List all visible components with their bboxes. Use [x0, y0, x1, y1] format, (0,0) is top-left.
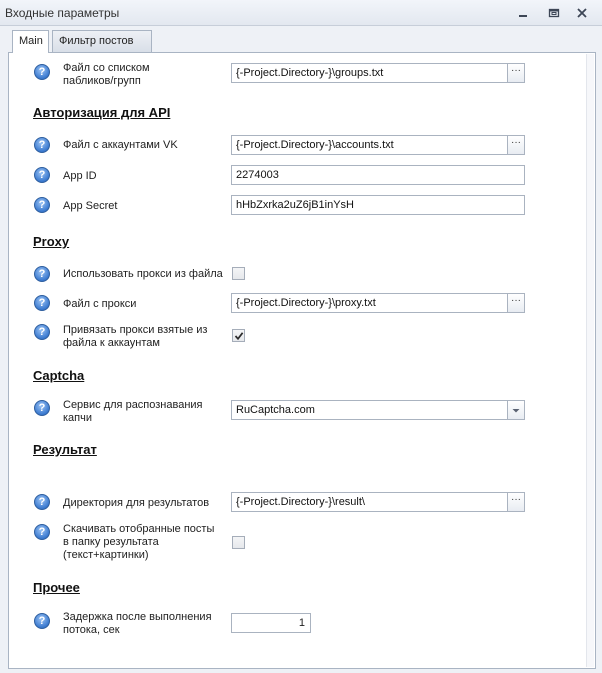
proxy-file-field[interactable]: {-Project.Directory-}\proxy.txt ···	[231, 293, 525, 313]
delay-label: Задержка после выполнения потока, сек	[63, 611, 212, 636]
browse-icon[interactable]: ···	[507, 136, 524, 154]
section-captcha: Captcha	[33, 368, 85, 383]
download-posts-checkbox[interactable]	[232, 536, 245, 549]
scrollbar[interactable]	[586, 54, 594, 667]
captcha-service-select[interactable]: RuCaptcha.com	[231, 400, 525, 420]
close-icon[interactable]	[575, 6, 589, 20]
groups-file-field[interactable]: {-Project.Directory-}\groups.txt ···	[231, 63, 525, 83]
browse-icon[interactable]: ···	[507, 294, 524, 312]
help-icon[interactable]: ?	[34, 137, 50, 153]
help-icon[interactable]: ?	[34, 524, 50, 540]
section-other: Прочее	[33, 580, 80, 595]
accounts-file-field[interactable]: {-Project.Directory-}\accounts.txt ···	[231, 135, 525, 155]
tab-main[interactable]: Main	[12, 30, 49, 53]
dropdown-arrow-icon[interactable]	[507, 401, 524, 419]
accounts-file-label: Файл с аккаунтами VK	[63, 139, 178, 151]
browse-icon[interactable]: ···	[507, 493, 524, 511]
help-icon[interactable]: ?	[34, 494, 50, 510]
help-icon[interactable]: ?	[34, 324, 50, 340]
proxy-file-label: Файл с прокси	[63, 298, 137, 310]
browse-icon[interactable]: ···	[507, 64, 524, 82]
app-id-label: App ID	[63, 170, 97, 182]
use-proxy-checkbox[interactable]	[232, 267, 245, 280]
result-dir-label: Директория для результатов	[63, 497, 210, 509]
app-id-field[interactable]: 2274003	[231, 165, 525, 185]
help-icon[interactable]: ?	[34, 400, 50, 416]
section-api: Авторизация для API	[33, 105, 171, 120]
section-result: Результат	[33, 442, 97, 457]
checkmark-icon	[234, 331, 244, 341]
use-proxy-label: Использовать прокси из файла	[63, 268, 223, 280]
delay-field[interactable]: 1	[231, 613, 311, 633]
help-icon[interactable]: ?	[34, 197, 50, 213]
groups-file-label: Файл со списком пабликов/групп	[63, 62, 150, 87]
app-secret-field[interactable]: hHbZxrka2uZ6jB1inYsH	[231, 195, 525, 215]
main-panel	[8, 52, 596, 669]
download-posts-label: Скачивать отобранные посты в папку результата (текст+картинки)	[63, 523, 215, 561]
minimize-icon[interactable]	[516, 6, 530, 20]
captcha-service-label: Сервис для распознавания капчи	[63, 399, 203, 424]
bind-proxy-checkbox[interactable]	[232, 329, 245, 342]
result-dir-field[interactable]: {-Project.Directory-}\result\ ···	[231, 492, 525, 512]
help-icon[interactable]: ?	[34, 167, 50, 183]
window-title: Входные параметры	[5, 6, 120, 20]
app-secret-label: App Secret	[63, 200, 118, 212]
help-icon[interactable]: ?	[34, 295, 50, 311]
help-icon[interactable]: ?	[34, 266, 50, 282]
title-bar	[0, 0, 602, 26]
bind-proxy-label: Привязать прокси взятые из файла к аккаунтам	[63, 324, 208, 349]
tab-post-filter[interactable]: Фильтр постов	[52, 30, 152, 52]
restore-icon[interactable]	[547, 6, 561, 20]
help-icon[interactable]: ?	[34, 64, 50, 80]
help-icon[interactable]: ?	[34, 613, 50, 629]
section-proxy: Proxy	[33, 234, 70, 249]
